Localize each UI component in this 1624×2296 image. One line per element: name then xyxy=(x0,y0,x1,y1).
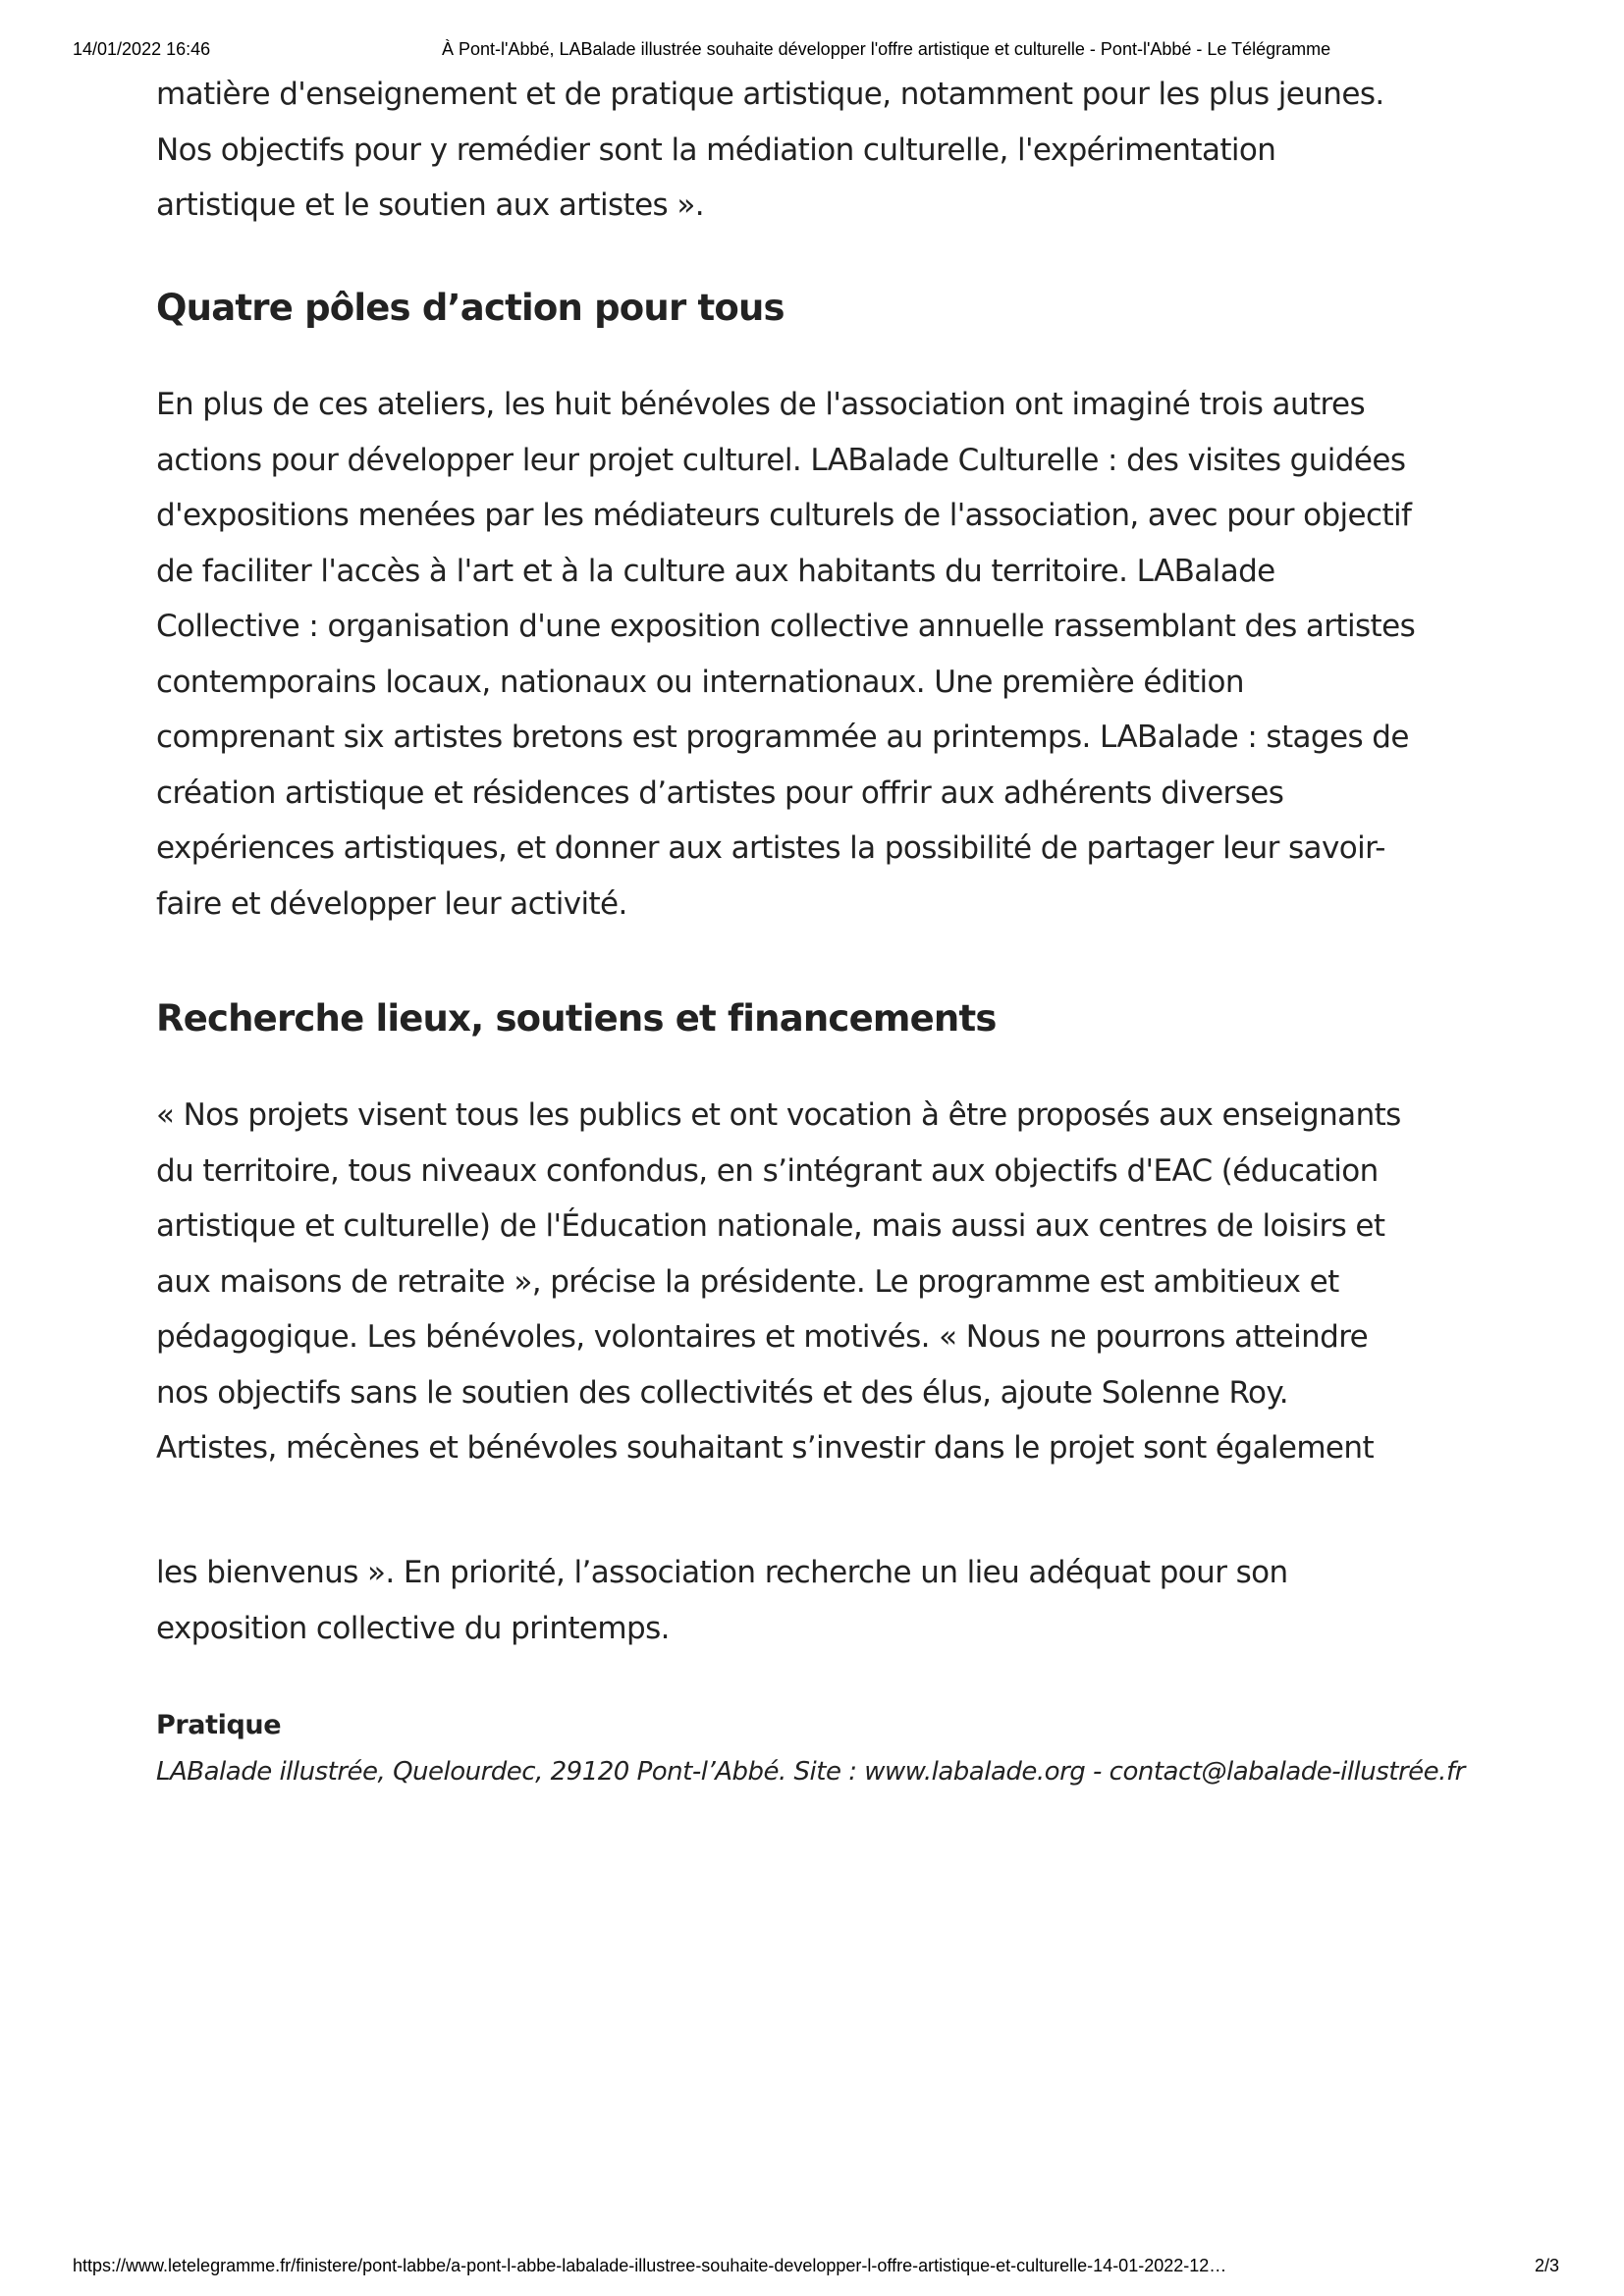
paragraph-line: artistique et culturelle) de l'Éducation nationale, mais aussi aux centres de loisirs et xyxy=(156,1208,1385,1244)
print-footer xyxy=(73,2256,1565,2277)
paragraph-line: « Nos projets visent tous les publics et ont vocation à être proposés aux enseignants xyxy=(156,1097,1401,1133)
page-number: 2/3 xyxy=(1535,2256,1560,2275)
paragraph-line: En plus de ces ateliers, les huit bénévoles de l'association ont imaginé trois autres xyxy=(156,387,1366,422)
print-header xyxy=(73,39,1506,61)
paragraph-line: création artistique et résidences d’artistes pour offrir aux adhérents diverses xyxy=(156,774,1284,811)
print-page-title: À Pont-l'Abbé, LABalade illustrée souhaite développer l'offre artistique et culturelle - Pont-l'Abbé - Le Télégramme xyxy=(442,39,1331,59)
page-url: https://www.letelegramme.fr/finistere/pont-labbe/a-pont-l-abbe-labalade-illustree-souhaite-developper-l-offre-artistique-et-culturelle-14-01-2022-12… xyxy=(73,2256,1227,2275)
intro-paragraph xyxy=(156,67,1501,234)
paragraph-line: du territoire, tous niveaux confondus, en s’intégrant aux objectifs d'EAC (éducation xyxy=(156,1152,1379,1189)
paragraph-line: pédagogique. Les bénévoles, volontaires et motivés. « Nous ne pourrons atteindre xyxy=(156,1319,1369,1355)
print-date: 14/01/2022 16:46 xyxy=(73,39,211,59)
paragraph-line: artistique et le soutien aux artistes ». xyxy=(156,187,704,223)
paragraph-line: expériences artistiques, et donner aux artistes la possibilité de partager leur savoir- xyxy=(156,830,1385,866)
section2-continuation-paragraph xyxy=(156,1545,1501,1656)
paragraph-line: Nos objectifs pour y remédier sont la médiation culturelle, l'expérimentation xyxy=(156,132,1276,168)
paragraph-line: actions pour développer leur projet culturel. LABalade Culturelle : des visites guidées xyxy=(156,442,1406,478)
paragraph-line: les bienvenus ». En priorité, l’association recherche un lieu adéquat pour son xyxy=(156,1555,1288,1590)
paragraph-line: aux maisons de retraite », précise la présidente. Le programme est ambitieux et xyxy=(156,1263,1339,1300)
paragraph-line: Artistes, mécènes et bénévoles souhaitant s’investir dans le projet sont également xyxy=(156,1430,1374,1466)
paragraph-line: comprenant six artistes bretons est programmée au printemps. LABalade : stages de xyxy=(156,720,1409,755)
paragraph-line: faire et développer leur activité. xyxy=(156,885,627,922)
paragraph-line: d'expositions menées par les médiateurs culturels de l'association, avec pour objectif xyxy=(156,498,1412,533)
paragraph-line: exposition collective du printemps. xyxy=(156,1610,670,1646)
section-heading-recherche: Recherche lieux, soutiens et financements xyxy=(156,997,997,1040)
practical-info-text: LABalade illustrée, Quelourdec, 29120 Pont-l’Abbé. Site : www.labalade.org - contact@labalade-illustrée.fr xyxy=(156,1757,1465,1787)
paragraph-line: contemporains locaux, nationaux ou internationaux. Une première édition xyxy=(156,664,1244,700)
section2-paragraph xyxy=(156,1088,1501,1476)
paragraph-line: de faciliter l'accès à l'art et à la culture aux habitants du territoire. LABalade xyxy=(156,553,1275,589)
paragraph-line: nos objectifs sans le soutien des collectivités et des élus, ajoute Solenne Roy. xyxy=(156,1374,1288,1411)
paragraph-line: matière d'enseignement et de pratique artistique, notamment pour les plus jeunes. xyxy=(156,77,1384,112)
practical-info-label: Pratique xyxy=(156,1710,282,1740)
paragraph-line: Collective : organisation d'une exposition collective annuelle rassemblant des artistes xyxy=(156,609,1416,644)
section1-paragraph xyxy=(156,377,1501,932)
section-heading-quatre-poles: Quatre pôles d’action pour tous xyxy=(156,287,785,329)
